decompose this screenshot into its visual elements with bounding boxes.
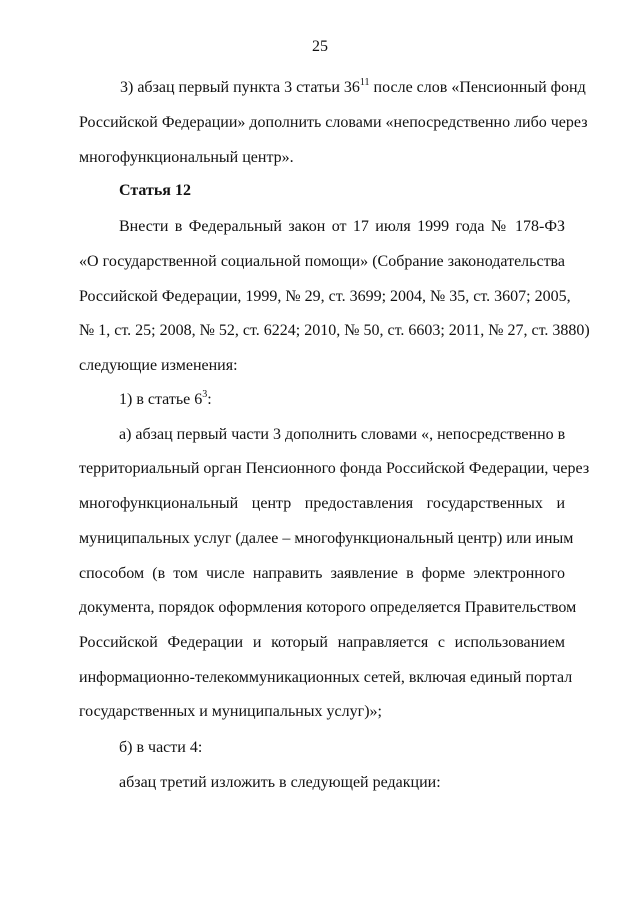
text-run: 1) в статье 6 [119,391,203,408]
amendment-item-3-line-2: Российской Федерации» дополнить словами «непосредственно либо через [79,114,588,131]
subitem-a-line-3: многофункциональный центр предоставления государственных и [79,495,565,512]
text-run: после слов «Пенсионный фонд [369,79,586,96]
paragraph-instruction: абзац третий изложить в следующей редакции: [119,774,441,791]
article-heading: Статья 12 [119,182,191,199]
article-intro-line-3: Российской Федерации, 1999, № 29, ст. 3699; 2004, № 35, ст. 3607; 2005, [79,288,571,305]
article-intro-line-1: Внести в Федеральный закон от 17 июля 1999 года № 178-ФЗ [119,218,565,235]
subitem-a-line-2: территориальный орган Пенсионного фонда Российской Федерации, через [79,460,590,477]
amendment-item-3-line-3: многофункциональный центр». [79,149,294,166]
subitem-a-line-7: Российской Федерации и который направляется с использованием [79,634,565,651]
amendment-item-3-line-1 [120,78,586,98]
subitem-a-line-4: муниципальных услуг (далее – многофункциональный центр) или иным [79,530,574,547]
subitem-a-line-6: документа, порядок оформления которого определяется Правительством [79,599,577,616]
change-item-1 [119,390,212,410]
subitem-a-line-8: информационно-телекоммуникационных сетей, включая единый портал [79,669,573,686]
superscript: 11 [359,76,370,88]
article-intro-line-4: № 1, ст. 25; 2008, № 52, ст. 6224; 2010, № 50, ст. 6603; 2011, № 27, ст. 3880) [79,322,590,339]
page-number: 25 [312,38,328,55]
subitem-a-line-1: а) абзац первый части 3 дополнить словами «, непосредственно в [119,426,566,443]
text-run: 3) абзац первый пункта 3 статьи 36 [120,79,360,96]
text-run: : [207,391,212,408]
subitem-a-line-5: способом (в том числе направить заявление в форме электронного [79,565,565,582]
subitem-b: б) в части 4: [119,739,203,756]
article-intro-line-2: «О государственной социальной помощи» (Собрание законодательства [79,253,565,270]
subitem-a-line-9: государственных и муниципальных услуг)»; [79,703,382,720]
superscript: 3 [202,388,208,400]
article-intro-line-5: следующие изменения: [79,357,238,374]
